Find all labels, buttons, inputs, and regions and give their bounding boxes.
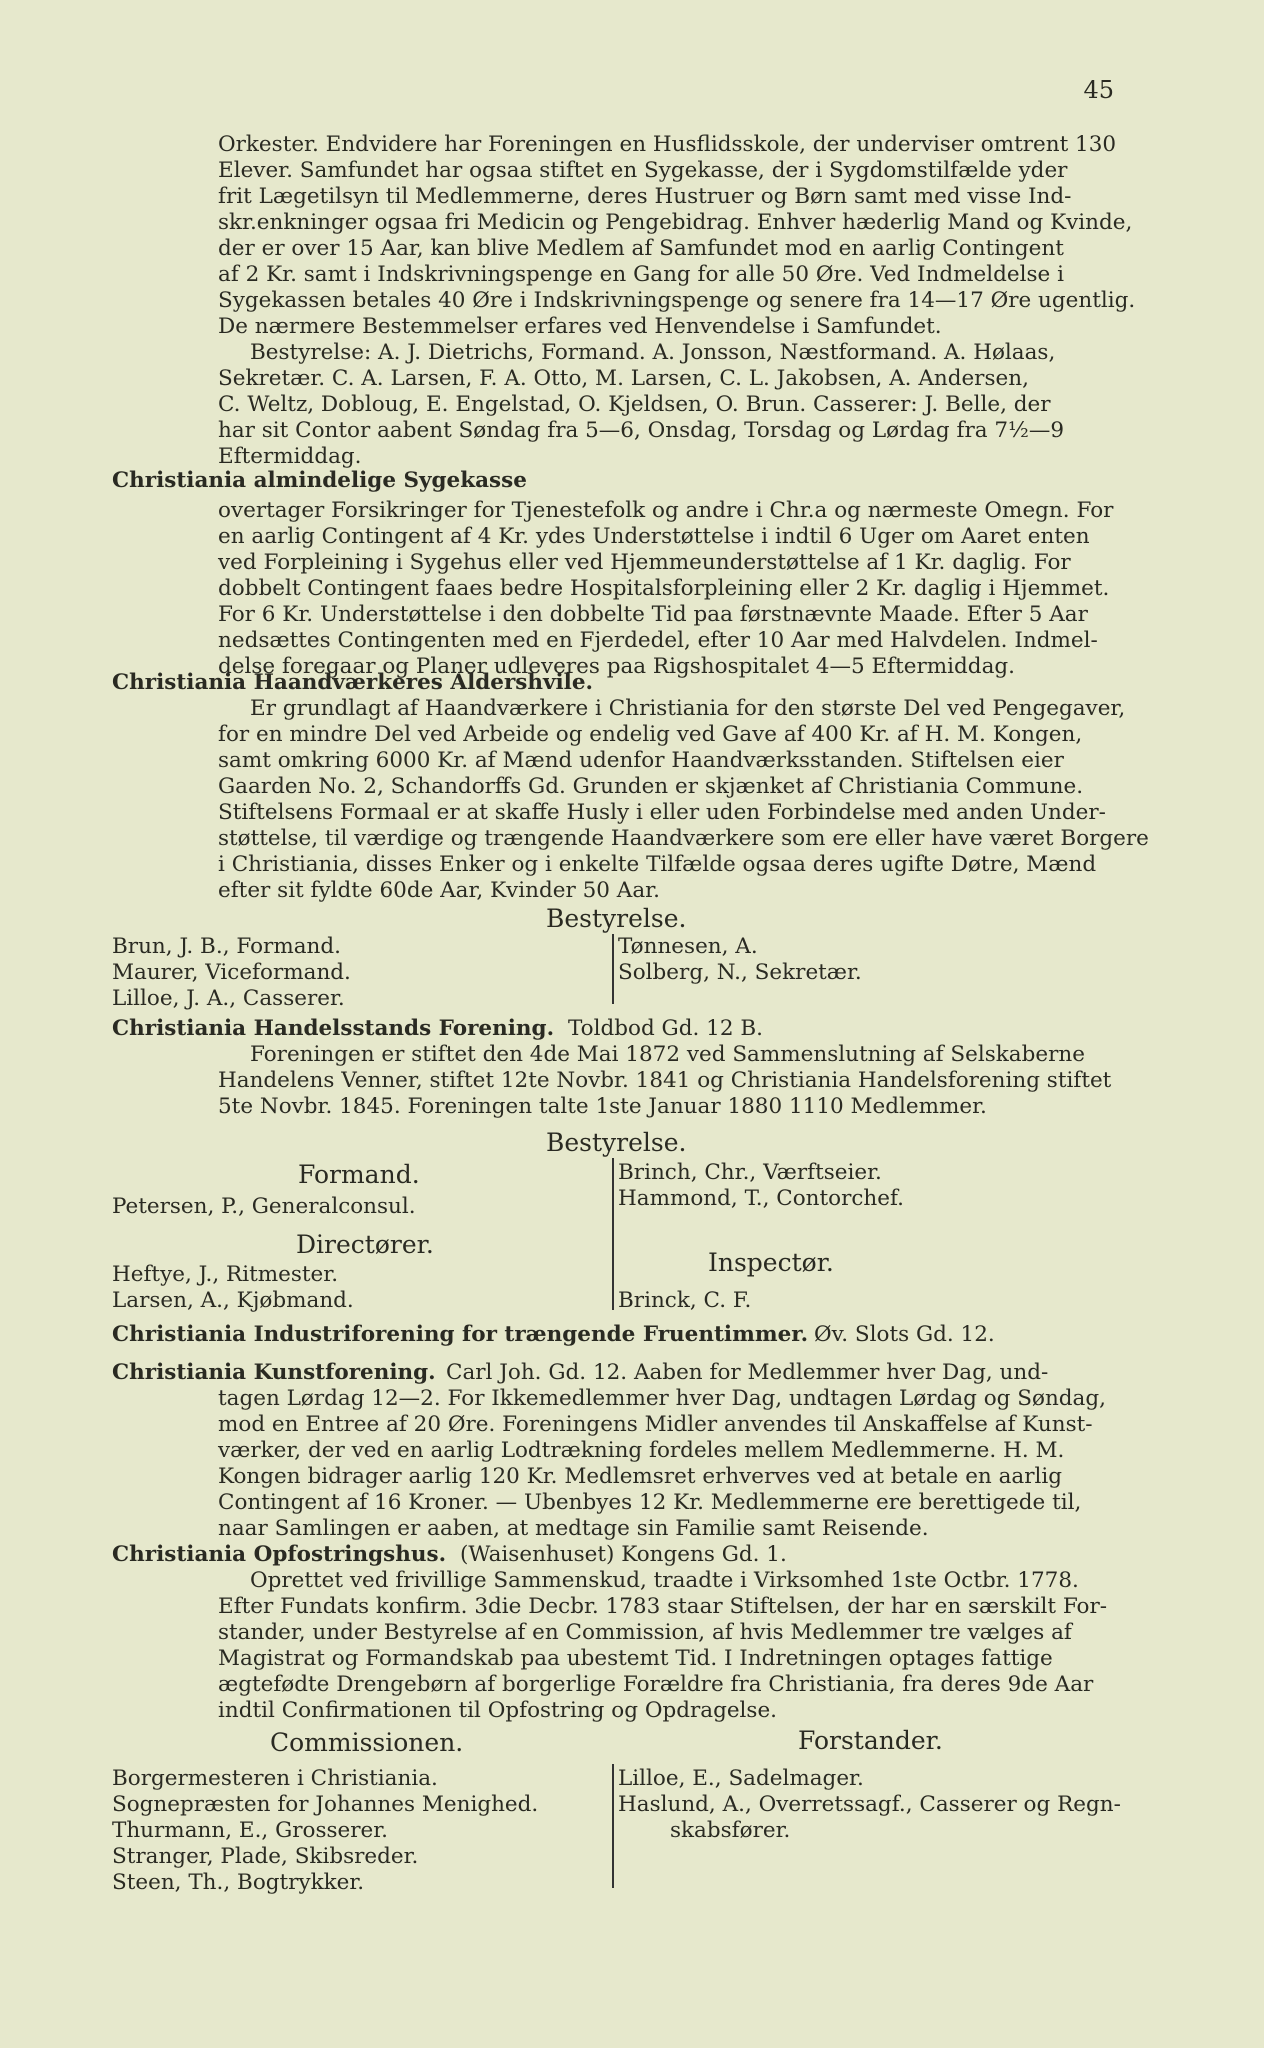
line-text: Commissionen. bbox=[270, 1728, 464, 1757]
line-text: De nærmere Bestemmelser erfares ved Henvendelse i Samfundet. bbox=[218, 314, 942, 339]
line-text: Christiania Kunstforening. bbox=[112, 1360, 436, 1385]
line-text: Christiania Handelsstands Forening. bbox=[112, 1016, 555, 1041]
column-divider bbox=[612, 1158, 614, 1310]
line-text: ved Forpleining i Sygehus eller ved Hjemmeunderstøttelse af 1 Kr. daglig. For bbox=[218, 550, 1071, 575]
line-text: For 6 Kr. Understøttelse i den dobbelte Tid paa førstnævnte Maade. Efter 5 Aar bbox=[218, 602, 1088, 627]
line-text: Magistrat og Formandskab paa ubestemt Tid. I Indretningen optages fattige bbox=[218, 1646, 1053, 1671]
line-text: Sygekassen betales 40 Øre i Indskrivningspenge og senere fra 14—17 Øre ugentlig. bbox=[218, 288, 1136, 313]
line-text: stander, under Bestyrelse af en Commission, af hvis Medlemmer tre vælges af bbox=[218, 1620, 1072, 1645]
line-text: Bestyrelse. bbox=[546, 1128, 687, 1157]
line-text: Stiftelsens Formaal er at skaffe Husly i eller uden Forbindelse med anden Under- bbox=[218, 800, 1106, 825]
line-text: Brinck, C. F. bbox=[618, 1288, 752, 1313]
line-text: ægtefødte Drengebørn af borgerlige Forældre fra Christiania, fra deres 9de Aar bbox=[218, 1672, 1094, 1697]
line-text: delse foregaar og Planer udleveres paa Rigshospitalet 4—5 Eftermiddag. bbox=[218, 654, 1015, 679]
line-text: Directører. bbox=[296, 1230, 434, 1259]
line-text: Forstander. bbox=[798, 1726, 943, 1755]
line-text: Sognepræsten for Johannes Menighed. bbox=[112, 1792, 539, 1817]
line-text: støttelse, til værdige og trængende Haandværkere som ere eller have været Borgere bbox=[218, 826, 1149, 851]
line-text: Sekretær. C. A. Larsen, F. A. Otto, M. Larsen, C. L. Jakobsen, A. Andersen, bbox=[218, 366, 1029, 391]
line-text: Bestyrelse: A. J. Dietrichs, Formand. A. Jonsson, Næstformand. A. Hølaas, bbox=[250, 340, 1056, 365]
line-text: naar Samlingen er aaben, at medtage sin Familie samt Reisende. bbox=[218, 1516, 929, 1541]
line-text: Thurmann, E., Grosserer. bbox=[112, 1818, 389, 1843]
line-text: Brun, J. B., Formand. bbox=[112, 934, 341, 959]
line-text: C. Weltz, Dobloug, E. Engelstad, O. Kjeldsen, O. Brun. Casserer: J. Belle, der bbox=[218, 392, 1051, 417]
line-text: Toldbod Gd. 12 B. bbox=[568, 1016, 763, 1041]
line-text: Maurer, Viceformand. bbox=[112, 960, 351, 985]
column-divider bbox=[612, 1764, 614, 1888]
line-text: Brinch, Chr., Værftseier. bbox=[618, 1160, 882, 1185]
line-text: for en mindre Del ved Arbeide og endelig ved Gave af 400 Kr. af H. M. Kongen, bbox=[218, 722, 1083, 747]
line-text: Efter Fundats konfirm. 3die Decbr. 1783 staar Stiftelsen, der har en særskilt For- bbox=[218, 1594, 1108, 1619]
line-text: Elever. Samfundet har ogsaa stiftet en Sygekasse, der i Sygdomstilfælde yder bbox=[218, 158, 1068, 183]
line-text: Contingent af 16 Kroner. — Ubenbyes 12 Kr. Medlemmerne ere berettigede til, bbox=[218, 1490, 1082, 1515]
line-text: Foreningen er stiftet den 4de Mai 1872 ved Sammenslutning af Selskaberne bbox=[250, 1042, 1085, 1067]
line-text: Larsen, A., Kjøbmand. bbox=[112, 1288, 354, 1313]
line-text: har sit Contor aabent Søndag fra 5—6, Onsdag, Torsdag og Lørdag fra 7½—9 bbox=[218, 418, 1065, 443]
line-text: indtil Confirmationen til Opfostring og Opdragelse. bbox=[218, 1698, 778, 1723]
line-text: Orkester. Endvidere har Foreningen en Husflidsskole, der underviser omtrent 130 bbox=[218, 132, 1117, 157]
line-text: Christiania Industriforening for trængende Fruentimmer. bbox=[112, 1322, 809, 1347]
line-text: af 2 Kr. samt i Indskrivningspenge en Gang for alle 50 Øre. Ved Indmeldelse i bbox=[218, 262, 1064, 287]
line-text: Lilloe, J. A., Casserer. bbox=[112, 986, 345, 1011]
line-text: Steen, Th., Bogtrykker. bbox=[112, 1870, 365, 1895]
line-text: Oprettet ved frivillige Sammenskud, traadte i Virksomhed 1ste Octbr. 1778. bbox=[250, 1568, 1079, 1593]
line-text: Eftermiddag. bbox=[218, 444, 362, 469]
line-text: Handelens Venner, stiftet 12te Novbr. 1841 og Christiania Handelsforening stiftet bbox=[218, 1068, 1112, 1093]
line-text: 5te Novbr. 1845. Foreningen talte 1ste Januar 1880 1110 Medlemmer. bbox=[218, 1094, 987, 1119]
line-text: Heftye, J., Ritmester. bbox=[112, 1262, 339, 1287]
line-text: Christiania Opfostringshus. bbox=[112, 1542, 447, 1567]
line-text: Borgermesteren i Christiania. bbox=[112, 1766, 438, 1791]
line-text: Lilloe, E., Sadelmager. bbox=[618, 1766, 864, 1791]
line-text: Hammond, T., Contorchef. bbox=[618, 1186, 904, 1211]
line-text: Christiania almindelige Sygekasse bbox=[112, 468, 527, 493]
line-text: Er grundlagt af Haandværkere i Christiania for den største Del ved Pengegaver, bbox=[250, 696, 1126, 721]
line-text: Kongen bidrager aarlig 120 Kr. Medlemsret erhverves ved at betale en aarlig bbox=[218, 1464, 1063, 1489]
line-text: værker, der ved en aarlig Lodtrækning fordeles mellem Medlemmerne. H. M. bbox=[218, 1438, 1065, 1463]
line-text: Formand. bbox=[298, 1160, 420, 1189]
line-text: der er over 15 Aar, kan blive Medlem af Samfundet mod en aarlig Contingent bbox=[218, 236, 1064, 261]
line-text: en aarlig Contingent af 4 Kr. ydes Understøttelse i indtil 6 Uger om Aaret enten bbox=[218, 524, 1090, 549]
line-text: Stranger, Plade, Skibsreder. bbox=[112, 1844, 419, 1869]
line-text: Petersen, P., Generalconsul. bbox=[112, 1194, 416, 1219]
line-text: samt omkring 6000 Kr. af Mænd udenfor Haandværksstanden. Stiftelsen eier bbox=[218, 748, 1064, 773]
line-text: Christiania Haandværkeres Aldershvile. bbox=[112, 670, 593, 695]
line-text: Carl Joh. Gd. 12. Aaben for Medlemmer hver Dag, und- bbox=[446, 1360, 1049, 1385]
column-divider bbox=[612, 934, 614, 1004]
line-text: overtager Forsikringer for Tjenestefolk og andre i Chr.a og nærmeste Omegn. For bbox=[218, 498, 1114, 523]
line-text: frit Lægetilsyn til Medlemmerne, deres Hustruer og Børn samt med visse Ind- bbox=[218, 184, 1072, 209]
line-text: (Waisenhuset) Kongens Gd. 1. bbox=[460, 1542, 787, 1567]
line-text: efter sit fyldte 60de Aar, Kvinder 50 Aar. bbox=[218, 878, 660, 903]
line-text: Tønnesen, A. bbox=[618, 934, 758, 959]
line-text: skr.enkninger ogsaa fri Medicin og Pengebidrag. Enhver hæderlig Mand og Kvinde, bbox=[218, 210, 1133, 235]
line-text: Solberg, N., Sekretær. bbox=[618, 960, 862, 985]
line-text: dobbelt Contingent faaes bedre Hospitalsforpleining eller 2 Kr. daglig i Hjemmet. bbox=[218, 576, 1110, 601]
line-text: nedsættes Contingenten med en Fjerdedel, efter 10 Aar med Halvdelen. Indmel- bbox=[218, 628, 1098, 653]
line-text: Gaarden No. 2, Schandorffs Gd. Grunden er skjænket af Christiania Commune. bbox=[218, 774, 1084, 799]
line-text: Øv. Slots Gd. 12. bbox=[814, 1322, 995, 1347]
page-number: 45 bbox=[1083, 76, 1114, 104]
line-text: i Christiania, disses Enker og i enkelte Tilfælde ogsaa deres ugifte Døtre, Mænd bbox=[218, 852, 1097, 877]
line-text: tagen Lørdag 12—2. For Ikkemedlemmer hver Dag, undtagen Lørdag og Søndag, bbox=[218, 1386, 1106, 1411]
line-text: Bestyrelse. bbox=[546, 904, 687, 933]
line-text: skabsfører. bbox=[670, 1818, 791, 1843]
line-text: Inspectør. bbox=[708, 1248, 834, 1277]
line-text: mod en Entree af 20 Øre. Foreningens Midler anvendes til Anskaffelse af Kunst- bbox=[218, 1412, 1093, 1437]
line-text: Haslund, A., Overretssagf., Casserer og Regn- bbox=[618, 1792, 1121, 1817]
